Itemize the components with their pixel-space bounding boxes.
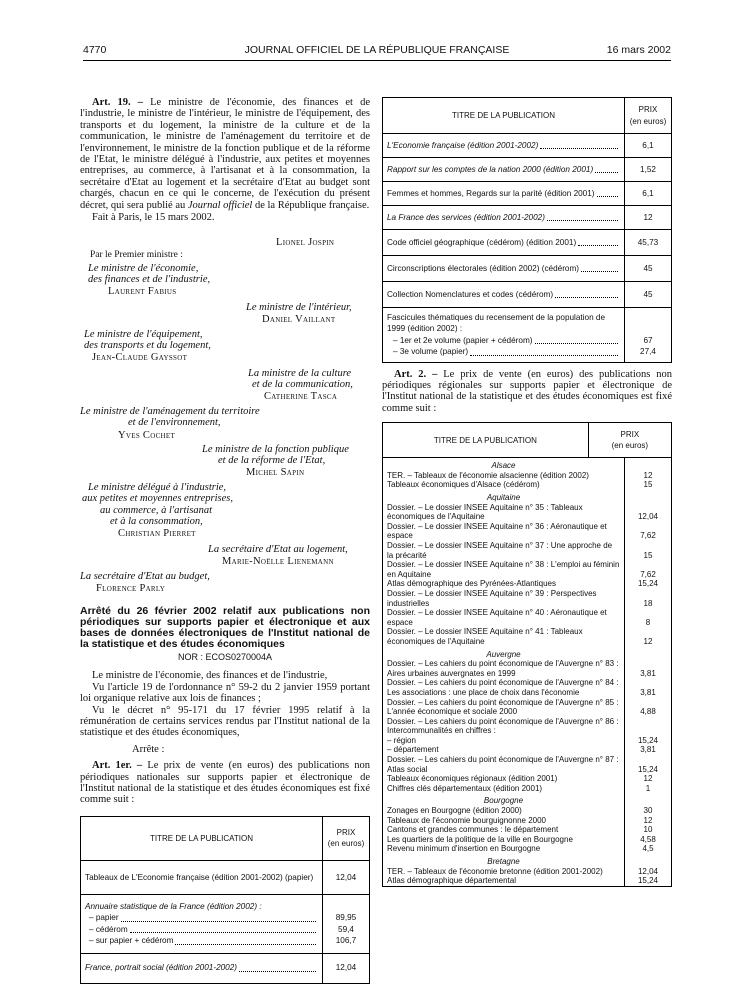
page-number: 4770 xyxy=(83,44,107,56)
price-header-unit: (en euros) xyxy=(327,839,365,849)
region-heading-row xyxy=(383,490,671,503)
table-regional xyxy=(382,422,672,887)
table-cell-price: 3,81 xyxy=(625,659,672,678)
price-value: 59,4 xyxy=(338,924,354,934)
article-19-text-end: de la République française. xyxy=(254,199,370,211)
row-title: Les quartiers de la politique de la ville en Bourgogne xyxy=(387,834,573,844)
row-title: Dossier. – Le dossier INSEE Aquitaine n° 37 : Une approche de la précarité xyxy=(387,541,613,560)
row-title: Dossier. – Le dossier INSEE Aquitaine n° 40 : Aéronautique et espace xyxy=(387,608,607,627)
sig6-name: Michel Sapin xyxy=(246,467,305,478)
table-cell-title xyxy=(81,953,323,983)
row-title: Dossier. – Le dossier INSEE Aquitaine n° 39 : Perspectives industrielles xyxy=(387,588,597,608)
table-row xyxy=(383,774,671,784)
par-le-premier-ministre: Par le Premier ministre : xyxy=(90,250,183,260)
table-cell-price: 15,24 xyxy=(625,579,672,589)
row-title: Rapport sur les comptes de la nation 2000 (édition 2001) xyxy=(387,164,594,174)
sig1-role xyxy=(88,263,210,286)
sig3-role-line: Le ministre de l'équipement, xyxy=(84,329,203,340)
sig5-name: Yves Cochet xyxy=(118,430,176,441)
sig1-role-line: Le ministre de l'économie, xyxy=(88,263,199,274)
col-price-header xyxy=(588,423,671,457)
table-cell-price: 15,24 xyxy=(625,755,672,774)
row-title: Tableaux économiques régionaux (édition 2001) xyxy=(387,774,558,784)
table-cell-price: 10 xyxy=(625,825,672,835)
table-cell-title xyxy=(383,206,625,230)
table-regional-header xyxy=(383,423,671,457)
col-price-header xyxy=(625,98,672,134)
article-2-text: Le prix de vente (en euros) des publications non périodiques régionales sur supports papier et électronique de l'Institut national de la statistique et des études économiques est fixé comme suit : xyxy=(382,368,672,414)
price-header-label: PRIX xyxy=(336,827,356,837)
price-header-unit: (en euros) xyxy=(629,116,667,126)
table-cell-title xyxy=(383,816,625,826)
row-title: Dossier. – Le dossier INSEE Aquitaine n° 35 : Tableaux économiques de l'Aquitaine xyxy=(387,502,583,522)
sig7-role xyxy=(82,482,233,528)
table-cell-price: 7,62 xyxy=(625,522,672,541)
table-cell-price: 3,81 xyxy=(625,745,672,755)
table-cell-title xyxy=(383,480,625,490)
row-subtitle: – 3e volume (papier) xyxy=(393,347,469,357)
row-title: Chiffres clés départementaux (édition 2001) xyxy=(387,783,543,793)
row-title: Fascicules thématiques du recensement de la population de 1999 (édition 2002) : xyxy=(387,313,606,334)
col-title-header: TITRE DE LA PUBLICATION xyxy=(433,435,537,445)
table-cell-price: 1 xyxy=(625,784,672,794)
table-cell-price xyxy=(323,894,370,953)
arrete-p3: Vu le décret n° 95-171 du 17 février 1995 relatif à la rémunération de certains services rendus par l'Institut national de la statistique et des études économiques, xyxy=(80,704,370,739)
row-title: Annuaire statistique de la France (édition 2002) : xyxy=(85,901,262,911)
table-cell-title xyxy=(383,806,625,816)
table-row xyxy=(383,608,671,627)
table-row xyxy=(383,158,672,182)
region-name: Bretagne xyxy=(487,857,520,866)
sig1-role-line: des finances et de l'industrie, xyxy=(88,274,211,286)
table-cell-price: 18 xyxy=(625,589,672,608)
table-row xyxy=(81,953,370,983)
table-row xyxy=(383,784,671,794)
row-title: Dossier. – Le dossier INSEE Aquitaine n° 41 : Tableaux économiques de l'Aquitaine xyxy=(387,627,583,646)
price-header-label: PRIX xyxy=(638,105,658,115)
sig8-role: La secrétaire d'Etat au logement, xyxy=(208,544,348,555)
sig3-name: Jean-Claude Gayssot xyxy=(92,352,188,363)
col-price-header xyxy=(323,816,370,860)
price-value: 27,4 xyxy=(640,347,656,357)
article-1 xyxy=(80,760,370,806)
row-subtitle: – 1er et 2e volume (papier + cédérom) xyxy=(393,335,533,345)
table-row xyxy=(383,503,671,522)
table-row xyxy=(81,894,370,953)
row-title: TER. – Tableaux de l'économie alsacienne (édition 2002) xyxy=(387,470,589,480)
row-title: Dossier. – Les cahiers du point économique de l'Auvergne n° 84 : Les associations : une place de choix dans l'économie xyxy=(387,678,619,697)
row-title: Dossier. – Les cahiers du point économique de l'Auvergne n° 87 : Atlas social xyxy=(387,755,619,774)
sig6-role-line: Le ministre de la fonction publique xyxy=(202,444,349,455)
table-cell-title xyxy=(383,736,625,746)
table-row xyxy=(383,541,671,560)
table-cell-price: 12 xyxy=(625,471,672,481)
table-cell-price: 45 xyxy=(625,256,672,282)
table-cell-title xyxy=(383,698,625,717)
row-title: Dossier. – Les cahiers du point économique de l'Auvergne n° 85 : L'année économique et sociale 2000 xyxy=(387,697,619,717)
nor-code: NOR : ECOS0270004A xyxy=(177,652,273,662)
table-cell-title xyxy=(383,282,625,308)
table-cell-price xyxy=(625,308,672,363)
sig7-role-line: et à la consommation, xyxy=(110,516,203,528)
table-row xyxy=(383,560,671,579)
table-cell-title xyxy=(383,717,625,736)
table-cell-price: 12 xyxy=(625,206,672,230)
table-cell-title xyxy=(383,522,625,541)
issue-date: 16 mars 2002 xyxy=(606,44,671,56)
sig9-role: La secrétaire d'Etat au budget, xyxy=(80,571,210,582)
arrete-p2: Vu l'article 19 de l'ordonnance n° 59-2 du 2 janvier 1959 portant loi organique relative aux lois de finances ; xyxy=(80,681,370,705)
table-cell-price: 8 xyxy=(625,608,672,627)
table-cell-title xyxy=(383,659,625,678)
table-cell-title xyxy=(383,784,625,794)
row-title: Tableaux de L'Economie française (édition 2001-2002) (papier) xyxy=(85,872,314,882)
table-row xyxy=(383,522,671,541)
table-cell-price: 4,58 xyxy=(625,835,672,845)
table-cell-title xyxy=(81,860,323,894)
right-column xyxy=(382,97,672,887)
row-title: Atlas démographique des Pyrénées-Atlantiques xyxy=(387,579,556,589)
table-cell-title xyxy=(383,308,625,363)
article-19-italic: Journal officiel xyxy=(187,199,253,211)
region-heading-row xyxy=(383,854,671,867)
table-row xyxy=(383,230,672,256)
sig7-role-line: Le ministre délégué à l'industrie, xyxy=(88,482,227,493)
regional-body xyxy=(383,457,671,886)
table-row xyxy=(383,755,671,774)
table-cell-price: 15,24 xyxy=(625,876,672,886)
table-cell-price: 15,24 xyxy=(625,736,672,746)
sig5-role xyxy=(80,406,260,429)
row-title: TER. – Tableaux de l'économie bretonne (édition 2001-2002) xyxy=(387,866,603,876)
sig2-role: Le ministre de l'intérieur, xyxy=(246,302,352,313)
table-cell-title xyxy=(383,825,625,835)
table-row xyxy=(383,589,671,608)
sig4-role xyxy=(248,368,353,391)
table-cell-title xyxy=(383,835,625,845)
row-title: Dossier. – Le dossier INSEE Aquitaine n° 36 : Aéronautique et espace xyxy=(387,521,607,541)
table-row xyxy=(383,867,671,877)
table-cell-title xyxy=(383,256,625,282)
table-cell-price: 12 xyxy=(625,774,672,784)
row-title: Tableaux économiques d'Alsace (cédérom) xyxy=(387,480,540,490)
row-title: Revenu minimum d'insertion en Bourgogne xyxy=(387,844,541,854)
journal-title: JOURNAL OFFICIEL DE LA RÉPUBLIQUE FRANÇAISE xyxy=(244,44,510,56)
table-row xyxy=(383,256,672,282)
article-2-label: Art. 2. – xyxy=(394,368,438,380)
table-cell-price xyxy=(625,717,672,736)
row-title: Femmes et hommes, Regards sur la parité (édition 2001) xyxy=(387,188,595,198)
table-row xyxy=(383,182,672,206)
table-row xyxy=(383,736,671,746)
price-header-unit: (en euros) xyxy=(611,441,649,451)
table-cell-price: 45,73 xyxy=(625,230,672,256)
sig4-role-line: La ministre de la culture xyxy=(248,368,352,379)
sig7-name: Christian Pierret xyxy=(118,528,196,539)
sig8-name: Marie-Noëlle Lienemann xyxy=(222,556,334,567)
table-cell-price xyxy=(625,458,672,471)
article-19-label: Art. 19. – xyxy=(92,97,143,108)
region-heading-row xyxy=(383,458,671,471)
row-title: Collection Nomenclatures et codes (cédérom) xyxy=(387,289,554,299)
article-1-label: Art. 1er. – xyxy=(92,760,143,772)
row-subtitle: – cédérom xyxy=(89,924,128,934)
table-cell-title xyxy=(383,876,625,886)
page-header xyxy=(83,44,671,58)
table-cell-title xyxy=(81,894,323,953)
table-cell-price: 6,1 xyxy=(625,182,672,206)
table-row xyxy=(383,717,671,736)
article-19 xyxy=(80,97,370,211)
table-row xyxy=(383,471,671,481)
sig4-name: Catherine Tasca xyxy=(264,391,338,402)
arrete-title: Arrêté du 26 février 2002 relatif aux publications non périodiques sur supports papier et électronique et aux bases de données électroniques de l'Institut national de la statistique et des études économiques xyxy=(80,605,370,650)
table-row xyxy=(383,678,671,697)
table-cell-title xyxy=(383,608,625,627)
price-value: 106,7 xyxy=(335,936,357,946)
table-row xyxy=(383,308,672,363)
table-cell-price xyxy=(625,647,672,660)
table-cell-title xyxy=(383,678,625,697)
region-name: Auvergne xyxy=(486,649,521,659)
table-cell-title xyxy=(383,503,625,522)
table-cell-price: 12,04 xyxy=(323,860,370,894)
region-name: Bourgogne xyxy=(483,796,524,806)
table-row xyxy=(383,206,672,230)
row-title: Code officiel géographique (cédérom) (édition 2001) xyxy=(387,237,577,247)
sig7-role-line: aux petites et moyennes entreprises, xyxy=(82,493,233,505)
table-cell-price: 12,04 xyxy=(625,503,672,522)
row-title: Dossier. – Le dossier INSEE Aquitaine n° 38 : L'emploi au féminin en Aquitaine xyxy=(387,560,620,579)
table-cell-title xyxy=(383,627,625,646)
row-title: Zonages en Bourgogne (édition 2000) xyxy=(387,806,522,816)
left-column xyxy=(80,97,370,223)
region-heading-row xyxy=(383,793,671,806)
table-cell-price xyxy=(625,490,672,503)
region-name: Alsace xyxy=(491,461,516,471)
table-cell-title xyxy=(383,774,625,784)
table-cell-price: 30 xyxy=(625,806,672,816)
table-cell-title xyxy=(383,579,625,589)
row-title: La France des services (édition 2001-2002) xyxy=(387,212,545,222)
row-title: Dossier. – Les cahiers du point économique de l'Auvergne n° 83 : Aires urbaines auvergnates en 1999 xyxy=(387,659,619,678)
table-header-row xyxy=(81,816,370,860)
row-title: L'Economie française (édition 2001-2002) xyxy=(387,140,539,150)
table-cell-price: 12,04 xyxy=(323,953,370,983)
row-title: – département xyxy=(387,745,439,755)
row-title: Dossier. – Les cahiers du point économique de l'Auvergne n° 86 : Intercommunalités en chiffres : xyxy=(387,716,619,736)
sig7-role-line: au commerce, à l'artisanat xyxy=(100,504,213,516)
row-title: – région xyxy=(387,735,416,745)
table-row xyxy=(383,816,671,826)
arrete-p1: Le ministre de l'économie, des finances et de l'industrie, xyxy=(92,670,328,682)
arrete-arrete: Arrête : xyxy=(132,743,165,755)
table-cell-price: 12,04 xyxy=(625,867,672,877)
table-row xyxy=(383,698,671,717)
signature-pm: Lionel Jospin xyxy=(276,237,335,248)
sig5-role-line: Le ministre de l'aménagement du territoire xyxy=(80,406,260,417)
table-row xyxy=(383,745,671,755)
table-row xyxy=(383,844,671,854)
table-row xyxy=(383,806,671,816)
row-title: Atlas démographique départemental xyxy=(387,876,516,886)
table-cell-price: 4,88 xyxy=(625,698,672,717)
table-cell-price: 12 xyxy=(625,627,672,646)
table-row xyxy=(383,876,671,886)
sig2-name: Daniel Vaillant xyxy=(262,314,336,325)
table-cell-title xyxy=(383,471,625,481)
table-row xyxy=(383,134,672,158)
table-cell-price: 15 xyxy=(625,541,672,560)
article-2 xyxy=(382,369,672,415)
col-title-header: TITRE DE LA PUBLICATION xyxy=(81,816,323,860)
sig6-role-line: et de la réforme de l'Etat, xyxy=(218,455,326,467)
table-row xyxy=(81,860,370,894)
sig5-role-line: et de l'environnement, xyxy=(128,417,221,429)
table-cell-price xyxy=(625,793,672,806)
region-heading-row xyxy=(383,647,671,660)
header-rule xyxy=(83,60,671,61)
regional-rows xyxy=(383,458,671,886)
table-row xyxy=(383,480,671,490)
table-cell-title xyxy=(383,844,625,854)
table-national-right xyxy=(382,97,672,363)
table-row xyxy=(383,579,671,589)
sig3-role xyxy=(84,329,211,352)
table-cell-price: 45 xyxy=(625,282,672,308)
table-cell-title xyxy=(383,134,625,158)
sig1-name: Laurent Fabius xyxy=(108,286,177,297)
row-subtitle: – papier xyxy=(89,913,119,923)
table-cell-title xyxy=(383,755,625,774)
row-title: Tableaux de l'économie bourguignonne 2000 xyxy=(387,815,546,825)
table-cell-price xyxy=(625,854,672,867)
table-cell-price: 3,81 xyxy=(625,678,672,697)
table-header-row xyxy=(383,98,672,134)
table-cell-price: 7,62 xyxy=(625,560,672,579)
article-19-text: Le ministre de l'économie, des finances et de l'industrie, le ministre de l'intérieur, le ministre de l'équipement, des transports et du logement, la ministre de la culture et de la communication, le ministre de l'aménagement du territoire et de l'environnement, le ministre de la fonction publique et de la réforme de l'Etat, le ministre délégué à l'industrie, aux petites et moyennes entreprises, au commerce, à l'artisanat et à la consommation, la secrétaire d'Etat au logement et la secrétaire d'Etat au budget sont chargés, chacun en ce qui le concerne, de l'exécution du présent décret, qui sera publié au xyxy=(80,97,370,211)
region-name: Aquitaine xyxy=(486,493,521,503)
table-cell-title xyxy=(383,560,625,579)
table-cell-title xyxy=(383,589,625,608)
table-row xyxy=(383,659,671,678)
price-value: 89,95 xyxy=(335,913,357,923)
row-title: Circonscriptions électorales (édition 2002) (cédérom) xyxy=(387,263,580,273)
sig9-name: Florence Parly xyxy=(96,583,166,594)
table-cell-title xyxy=(383,158,625,182)
table-cell-title xyxy=(383,867,625,877)
price-header-label: PRIX xyxy=(620,429,640,439)
table-national-left xyxy=(80,816,370,984)
table-cell-price: 15 xyxy=(625,480,672,490)
sig4-role-line: et de la communication, xyxy=(252,379,353,391)
table-cell-price: 6,1 xyxy=(625,134,672,158)
table-cell-price: 4,5 xyxy=(625,844,672,854)
table-row xyxy=(383,282,672,308)
table-row xyxy=(383,835,671,845)
table-cell-title xyxy=(383,230,625,256)
fait-a-paris: Fait à Paris, le 15 mars 2002. xyxy=(92,212,215,224)
sig3-role-line: des transports et du logement, xyxy=(84,340,211,352)
table-row xyxy=(383,627,671,646)
article-1-text: Le prix de vente (en euros) des publications non périodiques nationales sur supports papier et électronique de l'Institut national de la statistique et des études économiques est fixé comme suit : xyxy=(80,760,370,806)
sig6-role xyxy=(202,444,349,467)
table-cell-price: 12 xyxy=(625,816,672,826)
table-cell-title xyxy=(383,182,625,206)
table-cell-title xyxy=(383,541,625,560)
row-title: France, portrait social (édition 2001-2002) xyxy=(85,963,238,973)
table-row xyxy=(383,825,671,835)
col-title-header: TITRE DE LA PUBLICATION xyxy=(383,98,625,134)
price-value: 67 xyxy=(643,335,653,345)
row-title: Cantons et grandes communes : le département xyxy=(387,825,559,835)
table-header-row xyxy=(383,423,671,457)
row-subtitle: – sur papier + cédérom xyxy=(89,936,174,946)
table-cell-price: 1,52 xyxy=(625,158,672,182)
arrete-section xyxy=(80,606,370,984)
table-cell-title xyxy=(383,745,625,755)
